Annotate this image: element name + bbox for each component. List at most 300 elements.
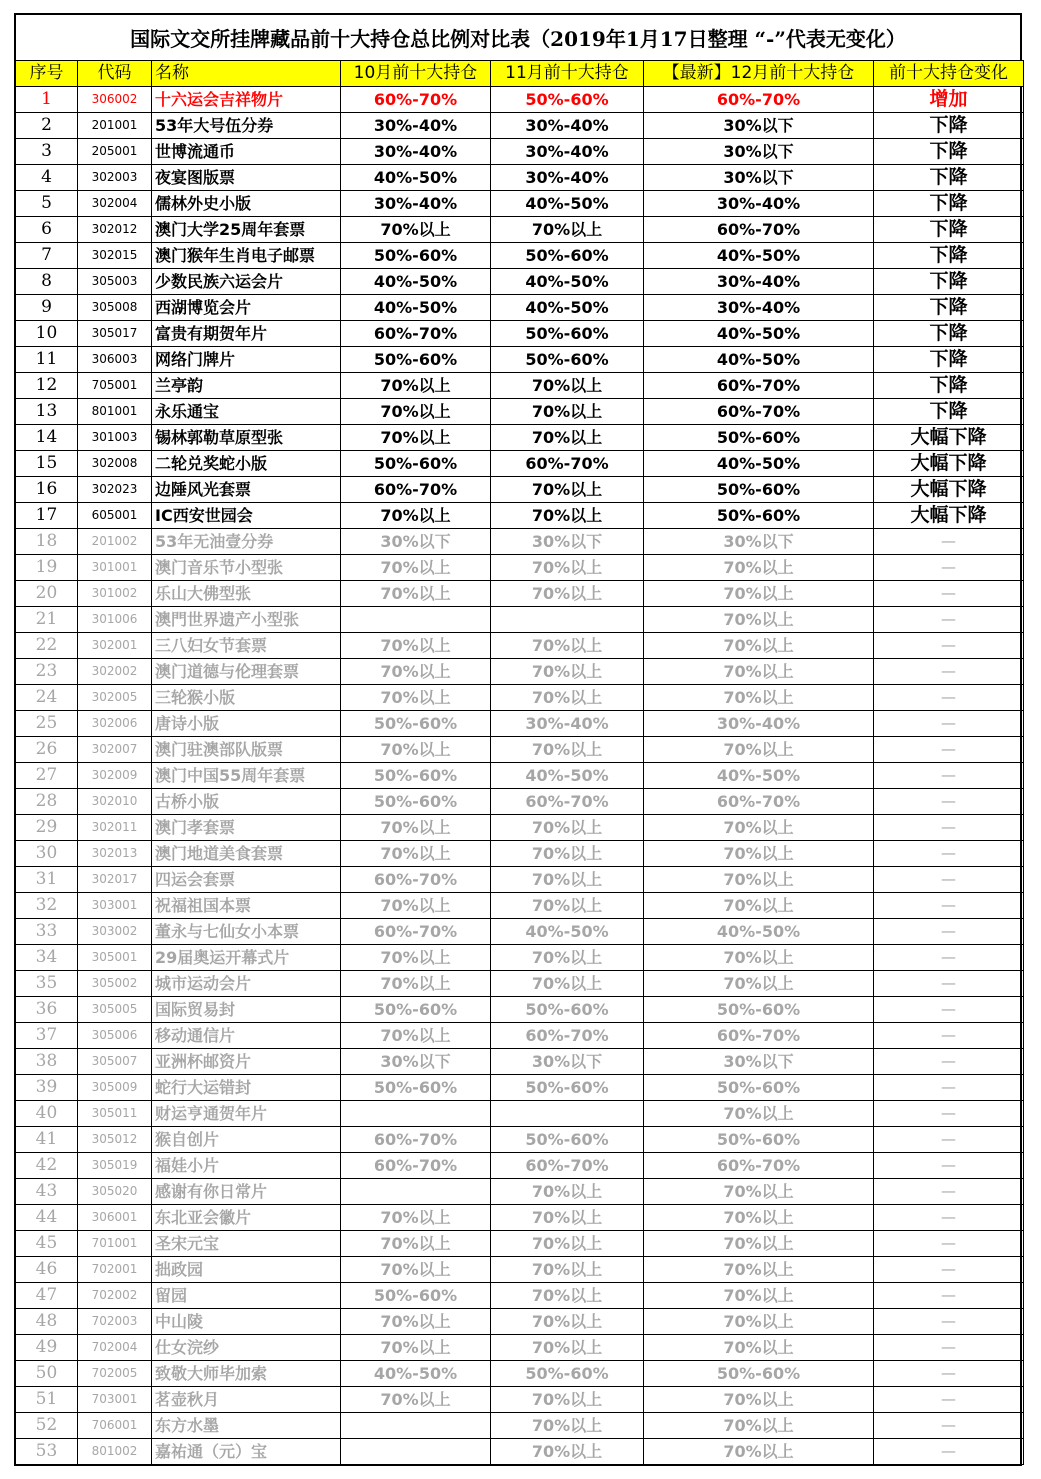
cell-index: 38 [16, 1049, 78, 1075]
cell-dec: 40%-50% [644, 243, 874, 269]
cell-change: — [874, 555, 1024, 581]
cell-nov: 70%以上 [491, 477, 644, 503]
table-row [16, 399, 1024, 425]
cell-change: — [874, 1023, 1024, 1049]
cell-dec: 60%-70% [644, 1023, 874, 1049]
cell-dec: 30%以下 [644, 165, 874, 191]
table-row [16, 1101, 1024, 1127]
cell-nov: 70%以上 [491, 971, 644, 997]
cell-oct: 70%以上 [341, 971, 491, 997]
table-row [16, 1439, 1024, 1465]
cell-nov: 30%以下 [491, 529, 644, 555]
cell-oct: 70%以上 [341, 1309, 491, 1335]
report-sheet [14, 13, 1022, 1463]
cell-index: 39 [16, 1075, 78, 1101]
cell-index: 20 [16, 581, 78, 607]
cell-dec: 70%以上 [644, 971, 874, 997]
cell-index: 26 [16, 737, 78, 763]
holdings-table [15, 60, 1024, 1465]
cell-name: 茗壶秋月 [152, 1387, 341, 1413]
cell-name: 国际贸易封 [152, 997, 341, 1023]
cell-nov: 70%以上 [491, 399, 644, 425]
cell-index: 31 [16, 867, 78, 893]
cell-dec: 70%以上 [644, 659, 874, 685]
cell-change: — [874, 1283, 1024, 1309]
cell-dec: 40%-50% [644, 321, 874, 347]
cell-change: — [874, 815, 1024, 841]
cell-code: 205001 [78, 139, 152, 165]
table-row [16, 1205, 1024, 1231]
cell-code: 301002 [78, 581, 152, 607]
table-row [16, 373, 1024, 399]
cell-nov: 70%以上 [491, 1413, 644, 1439]
cell-oct: 70%以上 [341, 217, 491, 243]
cell-oct: 40%-50% [341, 165, 491, 191]
cell-name: 致敬大师毕加索 [152, 1361, 341, 1387]
cell-change: 下降 [874, 165, 1024, 191]
cell-index: 48 [16, 1309, 78, 1335]
cell-nov: 70%以上 [491, 633, 644, 659]
cell-oct: 60%-70% [341, 919, 491, 945]
cell-nov: 70%以上 [491, 425, 644, 451]
cell-code: 301003 [78, 425, 152, 451]
cell-name: 留园 [152, 1283, 341, 1309]
cell-oct: 60%-70% [341, 321, 491, 347]
cell-code: 305008 [78, 295, 152, 321]
cell-change: 下降 [874, 217, 1024, 243]
cell-nov: 70%以上 [491, 737, 644, 763]
cell-dec: 70%以上 [644, 685, 874, 711]
cell-change: 下降 [874, 373, 1024, 399]
cell-oct: 70%以上 [341, 581, 491, 607]
cell-dec: 50%-60% [644, 1127, 874, 1153]
cell-name: 世博流通币 [152, 139, 341, 165]
cell-oct: 60%-70% [341, 87, 491, 113]
cell-nov: 60%-70% [491, 789, 644, 815]
cell-index: 11 [16, 347, 78, 373]
table-row [16, 321, 1024, 347]
cell-dec: 70%以上 [644, 1231, 874, 1257]
cell-nov: 70%以上 [491, 867, 644, 893]
cell-name: 澳门猴年生肖电子邮票 [152, 243, 341, 269]
cell-index: 22 [16, 633, 78, 659]
cell-nov [491, 1101, 644, 1127]
cell-oct: 70%以上 [341, 841, 491, 867]
cell-index: 13 [16, 399, 78, 425]
cell-name: 边陲风光套票 [152, 477, 341, 503]
cell-nov: 50%-60% [491, 1361, 644, 1387]
table-row [16, 1335, 1024, 1361]
cell-name: 移动通信片 [152, 1023, 341, 1049]
cell-name: 四运会套票 [152, 867, 341, 893]
cell-dec: 70%以上 [644, 1439, 874, 1465]
cell-dec: 30%-40% [644, 711, 874, 737]
cell-oct: 50%-60% [341, 1283, 491, 1309]
cell-code: 702005 [78, 1361, 152, 1387]
table-row [16, 1231, 1024, 1257]
cell-index: 8 [16, 269, 78, 295]
cell-change: — [874, 1127, 1024, 1153]
cell-nov: 70%以上 [491, 1257, 644, 1283]
cell-oct: 30%以下 [341, 1049, 491, 1075]
cell-name: 十六运会吉祥物片 [152, 87, 341, 113]
cell-code: 705001 [78, 373, 152, 399]
cell-code: 302011 [78, 815, 152, 841]
table-row [16, 139, 1024, 165]
cell-index: 5 [16, 191, 78, 217]
cell-oct [341, 1413, 491, 1439]
cell-code: 701001 [78, 1231, 152, 1257]
cell-dec: 40%-50% [644, 347, 874, 373]
cell-nov: 70%以上 [491, 1387, 644, 1413]
cell-dec: 40%-50% [644, 451, 874, 477]
cell-index: 30 [16, 841, 78, 867]
cell-change: 下降 [874, 321, 1024, 347]
cell-oct: 70%以上 [341, 425, 491, 451]
cell-code: 702001 [78, 1257, 152, 1283]
table-row [16, 477, 1024, 503]
cell-dec: 60%-70% [644, 217, 874, 243]
cell-index: 37 [16, 1023, 78, 1049]
cell-oct: 70%以上 [341, 1231, 491, 1257]
table-row [16, 633, 1024, 659]
cell-index: 33 [16, 919, 78, 945]
cell-name: 澳门地道美食套票 [152, 841, 341, 867]
cell-code: 302009 [78, 763, 152, 789]
cell-index: 46 [16, 1257, 78, 1283]
cell-code: 302006 [78, 711, 152, 737]
cell-index: 9 [16, 295, 78, 321]
cell-nov: 40%-50% [491, 919, 644, 945]
cell-name: 澳门孝套票 [152, 815, 341, 841]
cell-nov: 30%-40% [491, 165, 644, 191]
cell-dec: 50%-60% [644, 1361, 874, 1387]
cell-index: 17 [16, 503, 78, 529]
cell-nov: 70%以上 [491, 373, 644, 399]
cell-change: 下降 [874, 191, 1024, 217]
table-row [16, 87, 1024, 113]
cell-change: — [874, 1153, 1024, 1179]
cell-code: 201001 [78, 113, 152, 139]
table-row [16, 555, 1024, 581]
cell-index: 43 [16, 1179, 78, 1205]
cell-dec: 30%以下 [644, 529, 874, 555]
cell-index: 2 [16, 113, 78, 139]
cell-nov: 70%以上 [491, 1335, 644, 1361]
cell-index: 6 [16, 217, 78, 243]
cell-dec: 70%以上 [644, 1205, 874, 1231]
cell-change: — [874, 1439, 1024, 1465]
cell-dec: 60%-70% [644, 87, 874, 113]
cell-index: 29 [16, 815, 78, 841]
cell-code: 305003 [78, 269, 152, 295]
cell-nov: 70%以上 [491, 1205, 644, 1231]
table-row [16, 789, 1024, 815]
cell-change: 下降 [874, 269, 1024, 295]
cell-nov: 70%以上 [491, 581, 644, 607]
cell-oct: 40%-50% [341, 1361, 491, 1387]
cell-name: 富贵有期贺年片 [152, 321, 341, 347]
cell-oct: 70%以上 [341, 945, 491, 971]
cell-name: 三轮猴小版 [152, 685, 341, 711]
cell-change: — [874, 919, 1024, 945]
cell-change: — [874, 659, 1024, 685]
cell-code: 305002 [78, 971, 152, 997]
cell-dec: 70%以上 [644, 1283, 874, 1309]
cell-code: 605001 [78, 503, 152, 529]
cell-name: 澳门道德与伦理套票 [152, 659, 341, 685]
cell-code: 801001 [78, 399, 152, 425]
table-row [16, 815, 1024, 841]
cell-index: 42 [16, 1153, 78, 1179]
cell-oct: 50%-60% [341, 347, 491, 373]
cell-change: — [874, 607, 1024, 633]
cell-index: 27 [16, 763, 78, 789]
cell-oct: 70%以上 [341, 659, 491, 685]
cell-code: 305019 [78, 1153, 152, 1179]
table-row [16, 295, 1024, 321]
cell-name: 乐山大佛型张 [152, 581, 341, 607]
table-row [16, 711, 1024, 737]
table-row [16, 659, 1024, 685]
table-row [16, 113, 1024, 139]
cell-name: 西湖博览会片 [152, 295, 341, 321]
cell-dec: 60%-70% [644, 1153, 874, 1179]
cell-nov: 70%以上 [491, 685, 644, 711]
cell-oct [341, 1101, 491, 1127]
cell-dec: 60%-70% [644, 399, 874, 425]
cell-dec: 70%以上 [644, 1335, 874, 1361]
cell-oct: 50%-60% [341, 451, 491, 477]
cell-change: 增加 [874, 87, 1024, 113]
table-row [16, 217, 1024, 243]
cell-nov: 60%-70% [491, 1153, 644, 1179]
cell-nov: 70%以上 [491, 555, 644, 581]
table-body [16, 61, 1024, 1465]
cell-change: 大幅下降 [874, 451, 1024, 477]
cell-change: — [874, 1075, 1024, 1101]
cell-change: 下降 [874, 399, 1024, 425]
cell-code: 301001 [78, 555, 152, 581]
cell-change: — [874, 997, 1024, 1023]
cell-nov: 70%以上 [491, 945, 644, 971]
cell-dec: 70%以上 [644, 633, 874, 659]
cell-code: 305020 [78, 1179, 152, 1205]
cell-name: 圣宋元宝 [152, 1231, 341, 1257]
table-row [16, 971, 1024, 997]
cell-dec: 50%-60% [644, 425, 874, 451]
table-row [16, 503, 1024, 529]
cell-code: 302001 [78, 633, 152, 659]
cell-oct: 40%-50% [341, 269, 491, 295]
cell-code: 801002 [78, 1439, 152, 1465]
cell-name: IC西安世园会 [152, 503, 341, 529]
cell-code: 702003 [78, 1309, 152, 1335]
cell-code: 305006 [78, 1023, 152, 1049]
cell-dec: 50%-60% [644, 503, 874, 529]
cell-name: 澳门中国55周年套票 [152, 763, 341, 789]
cell-change: 下降 [874, 347, 1024, 373]
page-title: 国际文交所挂牌藏品前十大持仓总比例对比表（2019年1月17日整理 “-”代表无变化） [14, 13, 1022, 60]
cell-dec: 50%-60% [644, 1075, 874, 1101]
table-row [16, 451, 1024, 477]
cell-dec: 30%-40% [644, 295, 874, 321]
cell-dec: 70%以上 [644, 1101, 874, 1127]
cell-code: 703001 [78, 1387, 152, 1413]
table-row [16, 1023, 1024, 1049]
cell-code: 706001 [78, 1413, 152, 1439]
table-container [14, 60, 1022, 1466]
table-row [16, 997, 1024, 1023]
table-row [16, 919, 1024, 945]
cell-code: 306003 [78, 347, 152, 373]
cell-change: — [874, 581, 1024, 607]
cell-dec: 30%以下 [644, 139, 874, 165]
cell-change: — [874, 737, 1024, 763]
cell-change: — [874, 763, 1024, 789]
cell-name: 澳门大学25周年套票 [152, 217, 341, 243]
cell-nov: 70%以上 [491, 841, 644, 867]
cell-name: 嘉祐通（元）宝 [152, 1439, 341, 1465]
cell-oct: 70%以上 [341, 399, 491, 425]
cell-index: 44 [16, 1205, 78, 1231]
cell-code: 302005 [78, 685, 152, 711]
cell-name: 锡林郭勒草原型张 [152, 425, 341, 451]
cell-change: — [874, 1205, 1024, 1231]
table-row [16, 607, 1024, 633]
cell-code: 302017 [78, 867, 152, 893]
cell-name: 中山陵 [152, 1309, 341, 1335]
table-row [16, 243, 1024, 269]
cell-code: 306001 [78, 1205, 152, 1231]
cell-oct: 50%-60% [341, 243, 491, 269]
cell-code: 303002 [78, 919, 152, 945]
cell-dec: 40%-50% [644, 763, 874, 789]
cell-nov [491, 607, 644, 633]
cell-index: 36 [16, 997, 78, 1023]
cell-code: 305012 [78, 1127, 152, 1153]
cell-dec: 50%-60% [644, 997, 874, 1023]
cell-code: 305007 [78, 1049, 152, 1075]
cell-code: 302013 [78, 841, 152, 867]
table-row [16, 763, 1024, 789]
cell-nov: 40%-50% [491, 269, 644, 295]
cell-dec: 30%以下 [644, 113, 874, 139]
cell-dec: 70%以上 [644, 1257, 874, 1283]
header-code: 代码 [78, 61, 152, 87]
table-row [16, 191, 1024, 217]
cell-index: 35 [16, 971, 78, 997]
cell-index: 21 [16, 607, 78, 633]
cell-code: 301006 [78, 607, 152, 633]
cell-name: 仕女浣纱 [152, 1335, 341, 1361]
cell-change: — [874, 1257, 1024, 1283]
cell-nov: 60%-70% [491, 1023, 644, 1049]
cell-index: 16 [16, 477, 78, 503]
cell-nov: 30%-40% [491, 139, 644, 165]
cell-index: 34 [16, 945, 78, 971]
cell-change: — [874, 789, 1024, 815]
cell-name: 53年无油壹分券 [152, 529, 341, 555]
cell-oct: 30%以下 [341, 529, 491, 555]
cell-oct [341, 1179, 491, 1205]
cell-index: 23 [16, 659, 78, 685]
cell-dec: 30%-40% [644, 269, 874, 295]
cell-change: — [874, 1413, 1024, 1439]
cell-dec: 70%以上 [644, 815, 874, 841]
cell-name: 东方水墨 [152, 1413, 341, 1439]
table-row [16, 581, 1024, 607]
cell-index: 1 [16, 87, 78, 113]
cell-change: 大幅下降 [874, 425, 1024, 451]
cell-dec: 30%-40% [644, 191, 874, 217]
cell-oct: 70%以上 [341, 685, 491, 711]
cell-change: 大幅下降 [874, 477, 1024, 503]
cell-dec: 70%以上 [644, 1309, 874, 1335]
cell-oct: 60%-70% [341, 1153, 491, 1179]
cell-nov: 70%以上 [491, 1179, 644, 1205]
cell-nov: 50%-60% [491, 347, 644, 373]
cell-code: 302003 [78, 165, 152, 191]
cell-nov: 70%以上 [491, 893, 644, 919]
cell-change: — [874, 685, 1024, 711]
cell-name: 拙政园 [152, 1257, 341, 1283]
cell-dec: 60%-70% [644, 789, 874, 815]
cell-change: — [874, 867, 1024, 893]
cell-oct: 70%以上 [341, 1205, 491, 1231]
cell-oct: 30%-40% [341, 113, 491, 139]
cell-oct: 70%以上 [341, 373, 491, 399]
table-row [16, 1075, 1024, 1101]
cell-oct: 50%-60% [341, 763, 491, 789]
cell-code: 302007 [78, 737, 152, 763]
cell-name: 澳門世界遗产小型张 [152, 607, 341, 633]
cell-index: 25 [16, 711, 78, 737]
cell-name: 城市运动会片 [152, 971, 341, 997]
cell-name: 永乐通宝 [152, 399, 341, 425]
cell-code: 305001 [78, 945, 152, 971]
cell-oct: 70%以上 [341, 737, 491, 763]
cell-nov: 40%-50% [491, 763, 644, 789]
cell-index: 18 [16, 529, 78, 555]
cell-oct: 30%-40% [341, 139, 491, 165]
cell-oct: 70%以上 [341, 893, 491, 919]
header-name: 名称 [152, 61, 341, 87]
cell-oct: 50%-60% [341, 997, 491, 1023]
cell-oct: 60%-70% [341, 1127, 491, 1153]
cell-index: 28 [16, 789, 78, 815]
table-row [16, 685, 1024, 711]
table-row [16, 1127, 1024, 1153]
cell-nov: 40%-50% [491, 295, 644, 321]
cell-code: 302010 [78, 789, 152, 815]
cell-name: 祝福祖国本票 [152, 893, 341, 919]
table-row [16, 1361, 1024, 1387]
header-nov: 11月前十大持仓 [491, 61, 644, 87]
cell-name: 福娃小片 [152, 1153, 341, 1179]
cell-code: 305005 [78, 997, 152, 1023]
cell-code: 305017 [78, 321, 152, 347]
table-row [16, 269, 1024, 295]
cell-index: 53 [16, 1439, 78, 1465]
table-row [16, 841, 1024, 867]
cell-index: 15 [16, 451, 78, 477]
table-row [16, 867, 1024, 893]
cell-nov: 70%以上 [491, 1283, 644, 1309]
cell-nov: 30%-40% [491, 113, 644, 139]
cell-name: 二轮兑奖蛇小版 [152, 451, 341, 477]
cell-change: — [874, 1309, 1024, 1335]
